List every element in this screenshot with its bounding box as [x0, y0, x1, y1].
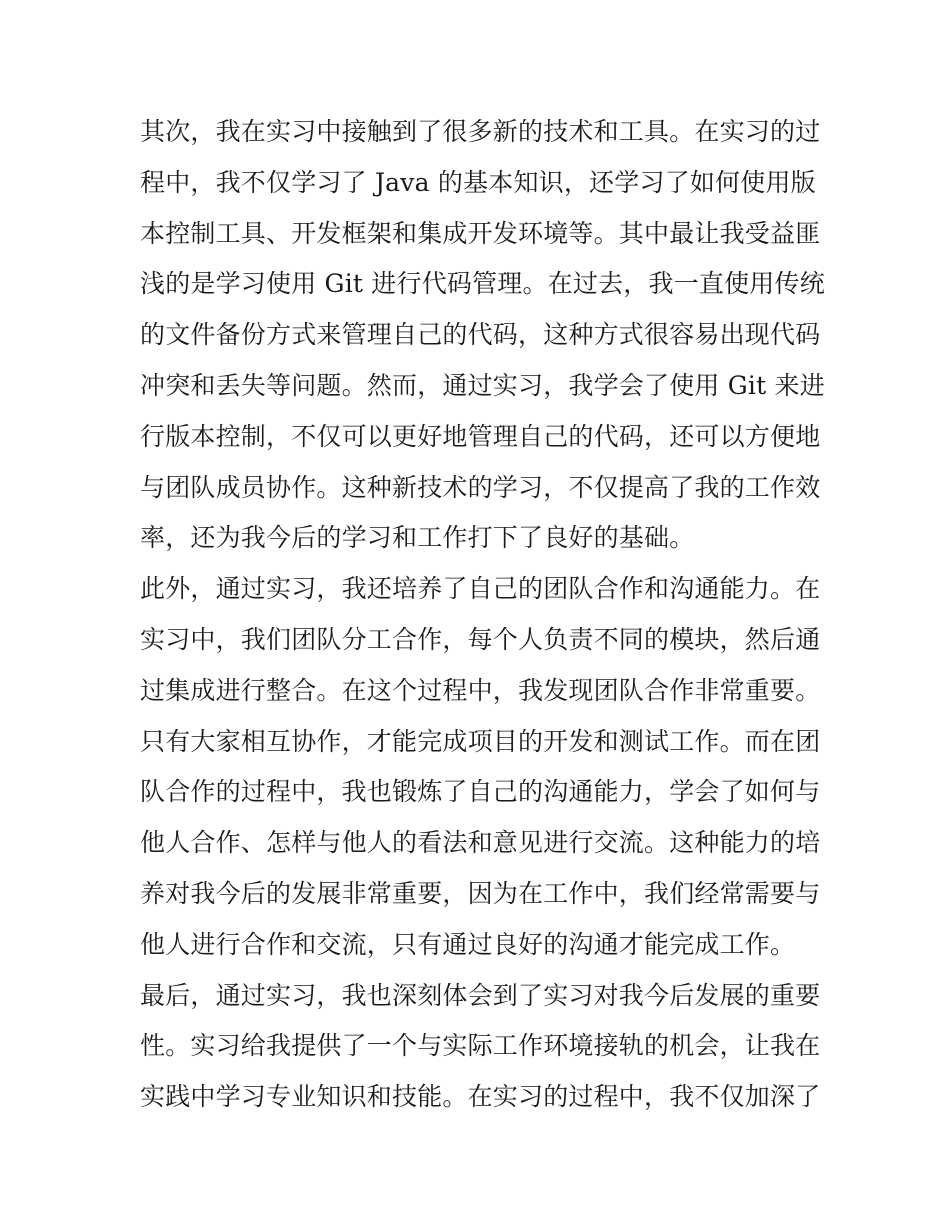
paragraph-teamwork [140, 564, 821, 970]
text-line: 队合作的过程中，我也锻炼了自己的沟通能力，学会了如何与 [140, 777, 821, 807]
text-line: 最后，通过实习，我也深刻体会到了实习对我今后发展的重要 [140, 980, 821, 1010]
text-line: 冲突和丢失等问题。然而，通过实习，我学会了使用 Git 来进 [140, 370, 825, 400]
text-line: 过集成进行整合。在这个过程中，我发现团队合作非常重要。 [140, 675, 821, 705]
paragraph-new-technologies [140, 107, 825, 564]
text-line: 与团队成员协作。这种新技术的学习，不仅提高了我的工作效 [140, 472, 821, 502]
text-line: 其次，我在实习中接触到了很多新的技术和工具。在实习的过 [140, 117, 821, 146]
text-line: 率，还为我今后的学习和工作打下了良好的基础。 [140, 523, 695, 553]
text-line: 他人进行合作和交流，只有通过良好的沟通才能完成工作。 [140, 929, 796, 959]
text-line: 本控制工具、开发框架和集成开发环境等。其中最让我受益匪 [140, 218, 821, 248]
document-body [140, 107, 825, 1123]
text-line: 此外，通过实习，我还培养了自己的团队合作和沟通能力。在 [140, 574, 821, 604]
text-line: 行版本控制，不仅可以更好地管理自己的代码，还可以方便地 [140, 421, 821, 451]
text-line: 养对我今后的发展非常重要，因为在工作中，我们经常需要与 [140, 878, 821, 908]
text-line: 性。实习给我提供了一个与实际工作环境接轨的机会，让我在 [140, 1031, 821, 1061]
text-line: 只有大家相互协作，才能完成项目的开发和测试工作。而在团 [140, 726, 821, 756]
text-line: 的文件备份方式来管理自己的代码，这种方式很容易出现代码 [140, 320, 821, 350]
text-line: 实践中学习专业知识和技能。在实习的过程中，我不仅加深了 [140, 1082, 821, 1112]
text-line: 实习中，我们团队分工合作，每个人负责不同的模块，然后通 [140, 624, 821, 654]
text-line: 他人合作、怎样与他人的看法和意见进行交流。这种能力的培 [140, 828, 821, 858]
text-line: 浅的是学习使用 Git 进行代码管理。在过去，我一直使用传统 [140, 269, 825, 299]
text-line: 程中，我不仅学习了 Java 的基本知识，还学习了如何使用版 [140, 167, 816, 197]
paragraph-importance-of-internship [140, 971, 821, 1123]
